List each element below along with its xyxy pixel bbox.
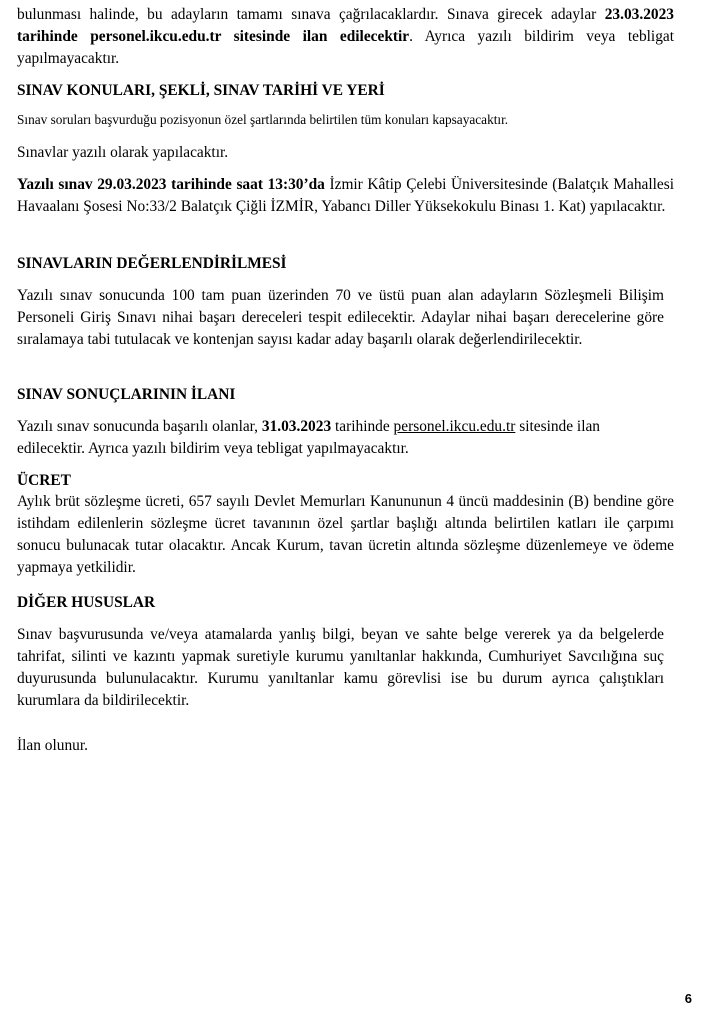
exam-topics-heading: SINAV KONULARI, ŞEKLİ, SINAV TARİHİ VE YERİ [17, 82, 385, 99]
exam-topics-text: Sınav soruları başvurduğu pozisyonun özel şartlarında belirtilen tüm konuları kapsayacaktır. [17, 112, 509, 127]
intro-rest: . Ayrıca yazılı bildirim veya tebligat yapılmayacaktır. [17, 28, 674, 67]
results-paragraph: Yazılı sınav sonucunda başarılı olanlar, 31.03.2023 tarihinde personel.ikcu.edu.tr sitesinde ilan edilecektir. Ayrıca yazılı bildirim veya tebligat yapılmayacaktır. [17, 418, 600, 457]
evaluation-text: Yazılı sınav sonucunda 100 tam puan üzerinden 70 ve üstü puan alan adayların Sözleşmeli Bilişim Personeli Giriş Sınavı nihai başarı dereceleri tespit edilecektir. Adaylar nihai başarı derecelerine göre sıralamaya tabi tutulacak ve kontenjan sayısı kadar aday başarılı olarak değerlendirilecektir. [17, 287, 664, 348]
results-site-link[interactable]: personel.ikcu.edu.tr [393, 418, 516, 435]
written-exam-datetime: Yazılı sınav 29.03.2023 tarihinde saat 13:30’da [17, 176, 325, 193]
exam-format-text: Sınavlar yazılı olarak yapılacaktır. [17, 144, 229, 161]
intro-line: bulunması halinde, bu adayların tamamı sınava çağrılacaklardır. Sınava girecek adaylar [17, 6, 597, 23]
other-heading: DİĞER HUSUSLAR [17, 594, 156, 611]
written-exam-location: İzmir Kâtip Çelebi Üniversitesinde (Balatçık Mahallesi Havaalanı Şosesi No:33/2 Balatçık Çiğli İZMİR, Yabancı Diller Yüksekokulu Binası 1. Kat) yapılacaktır. [17, 176, 674, 215]
fee-text: Aylık brüt sözleşme ücreti, 657 sayılı Devlet Memurları Kanununun 4 üncü maddesinin (B) bendine göre istihdam edilenlerin sözleşme ücret tavanının özel şartlar başlığı altında belirtilen katları ile çarpımı sonucu bulunacak tutar olacaktır. Ancak Kurum, tavan ücretin altında sözleşme düzenlemeye ve ödeme yapmaya yetkilidir. [17, 493, 674, 576]
results-date: 31.03.2023 [261, 418, 332, 435]
closing-text: İlan olunur. [17, 737, 88, 754]
fee-heading: ÜCRET [17, 472, 71, 489]
results-heading: SINAV SONUÇLARININ İLANI [17, 386, 236, 403]
evaluation-heading: SINAVLARIN DEĞERLENDİRİLMESİ [17, 255, 287, 272]
other-text: Sınav başvurusunda ve/veya atamalarda yanlış bilgi, beyan ve sahte belge vererek ya da belgelerde tahrifat, silinti ve kazıntı yapmak suretiyle kurumu yanıltanlar hakkında, Cumhuriyet Savcılığına suç duyurusunda bulunulacaktır. Kurumu yanıltanlar kamu görevlisi ise bu durum ayrıca çalıştıkları kurumlara da bildirilecektir. [17, 626, 664, 709]
intro-paragraph [17, 4, 674, 70]
announcement-date: 23.03.2023 tarihinde personel.ikcu.edu.tr sitesinde ilan edilecektir [17, 6, 674, 45]
page-number: 6 [684, 991, 692, 1006]
written-exam-paragraph [17, 174, 674, 218]
